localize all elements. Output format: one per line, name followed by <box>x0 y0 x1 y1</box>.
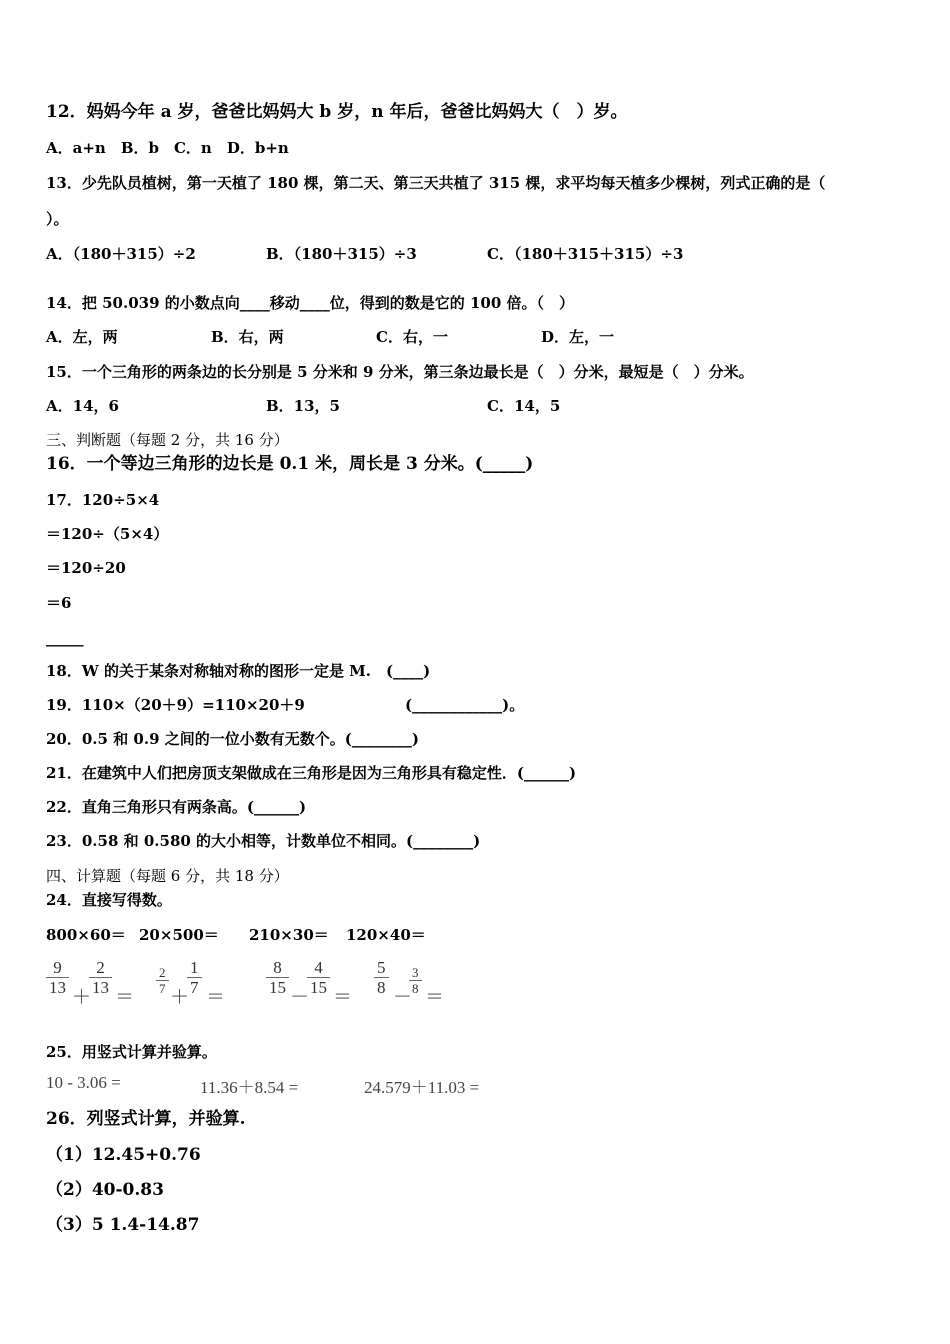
fraction-numerator: 1 <box>190 958 199 977</box>
question-14: 14．把 50.039 的小数点向____移动____位，得到的数是它的 100 倍。（ ） <box>46 294 574 312</box>
question-20: 20．0.5 和 0.9 之间的一位小数有无数个。(________) <box>46 730 419 748</box>
fraction-denominator: 15 <box>307 977 330 997</box>
question-14-option-c: C．右，一 <box>376 328 448 346</box>
fraction-4b <box>409 965 422 996</box>
fraction-denominator: 8 <box>374 977 389 997</box>
fraction-denominator: 7 <box>187 977 202 997</box>
question-21: 21．在建筑中人们把房顶支架做成在三角形是因为三角形具有稳定性．(______) <box>46 764 577 782</box>
q24-item-1: 800×60＝ <box>46 926 126 944</box>
question-14-option-a: A．左，两 <box>46 328 118 346</box>
fraction-denominator: 13 <box>46 977 69 997</box>
section-4-heading: 四、计算题（每题 6 分，共 18 分） <box>46 867 289 885</box>
question-23: 23．0.58 和 0.580 的大小相等，计数单位不相同。(________) <box>46 832 481 850</box>
fraction-4a <box>374 958 389 997</box>
question-15: 15．一个三角形的两条边的长分别是 5 分米和 9 分米，第三条边最长是（ ）分米，最短是（ ）分米。 <box>46 363 754 381</box>
fraction-denominator: 13 <box>89 977 112 997</box>
q26-item-1: （1）12.45+0.76 <box>46 1145 201 1165</box>
question-13-option-b: B．（180＋315）÷3 <box>266 245 417 263</box>
q26-item-3: （3）5 1.4-14.87 <box>46 1215 200 1235</box>
q26-item-2: （2）40-0.83 <box>46 1180 164 1200</box>
fraction-2a <box>156 965 169 996</box>
question-14-option-d: D．左，一 <box>541 328 615 346</box>
question-13-option-c: C．（180＋315＋315）÷3 <box>487 245 684 263</box>
q24-item-4: 120×40＝ <box>346 926 426 944</box>
fraction-1b <box>89 958 112 997</box>
section-3-heading: 三、判断题（每题 2 分，共 16 分） <box>46 431 289 449</box>
q25-item-2: 11.36＋8.54 = <box>200 1078 299 1097</box>
question-16: 16．一个等边三角形的边长是 0.1 米，周长是 3 分米。(_____) <box>46 454 534 474</box>
question-17-blank: _____ <box>46 629 84 647</box>
fraction-denominator: 15 <box>266 977 289 997</box>
question-17-line-3: ＝120÷20 <box>46 559 126 577</box>
question-13-cont: ）。 <box>46 210 69 228</box>
question-12-options: A．a+n B．b C．n D．b+n <box>46 139 289 157</box>
fraction-numerator: 2 <box>96 958 105 977</box>
q25-item-1: 10 - 3.06 = <box>46 1073 121 1092</box>
fraction-operator: ＋ <box>170 987 190 1008</box>
question-26: 26．列竖式计算，并验算. <box>46 1109 246 1129</box>
fraction-numerator: 2 <box>159 965 166 980</box>
question-15-option-b: B．13，5 <box>266 397 340 415</box>
fraction-equals: ＝ <box>115 987 135 1008</box>
fraction-3a <box>266 958 289 997</box>
fraction-numerator: 3 <box>412 965 419 980</box>
fraction-numerator: 5 <box>377 958 386 977</box>
fraction-operator: ＋ <box>72 987 92 1008</box>
question-15-option-c: C．14，5 <box>487 397 561 415</box>
fraction-numerator: 9 <box>53 958 62 977</box>
fraction-2b <box>187 958 202 997</box>
fraction-3b <box>307 958 330 997</box>
question-14-option-b: B．右，两 <box>211 328 284 346</box>
question-24: 24．直接写得数。 <box>46 891 172 909</box>
question-17-line-4: ＝6 <box>46 594 72 612</box>
fraction-equals: ＝ <box>425 987 445 1008</box>
fraction-1a <box>46 958 69 997</box>
fraction-operator: － <box>290 987 310 1008</box>
q24-item-3: 210×30＝ <box>249 926 329 944</box>
question-15-option-a: A．14，6 <box>46 397 119 415</box>
fraction-denominator: 8 <box>409 980 422 996</box>
question-12: 12．妈妈今年 a 岁，爸爸比妈妈大 b 岁，n 年后，爸爸比妈妈大（ ）岁。 <box>46 102 628 122</box>
q24-item-2: 20×500＝ <box>139 926 219 944</box>
fraction-equals: ＝ <box>206 987 226 1008</box>
question-19-blank: (____________)。 <box>405 696 525 714</box>
fraction-operator: － <box>393 987 413 1008</box>
question-17-line-1: 17．120÷5×4 <box>46 491 160 509</box>
fraction-numerator: 8 <box>273 958 282 977</box>
q25-item-3: 24.579＋11.03 = <box>364 1078 480 1097</box>
question-17-line-2: ＝120÷（5×4） <box>46 525 169 543</box>
question-19: 19．110×（20＋9）=110×20＋9 <box>46 696 305 714</box>
question-13-option-a: A．（180＋315）÷2 <box>46 245 196 263</box>
question-22: 22．直角三角形只有两条高。(______) <box>46 798 307 816</box>
question-25: 25．用竖式计算并验算。 <box>46 1043 217 1061</box>
question-18: 18．W 的关于某条对称轴对称的图形一定是 M. (____) <box>46 662 431 680</box>
fraction-denominator: 7 <box>156 980 169 996</box>
fraction-equals: ＝ <box>333 987 353 1008</box>
question-13: 13．少先队员植树，第一天植了 180 棵，第二天、第三天共植了 315 棵，求平均每天植多少棵树，列式正确的是（ <box>46 174 826 192</box>
fraction-numerator: 4 <box>314 958 323 977</box>
